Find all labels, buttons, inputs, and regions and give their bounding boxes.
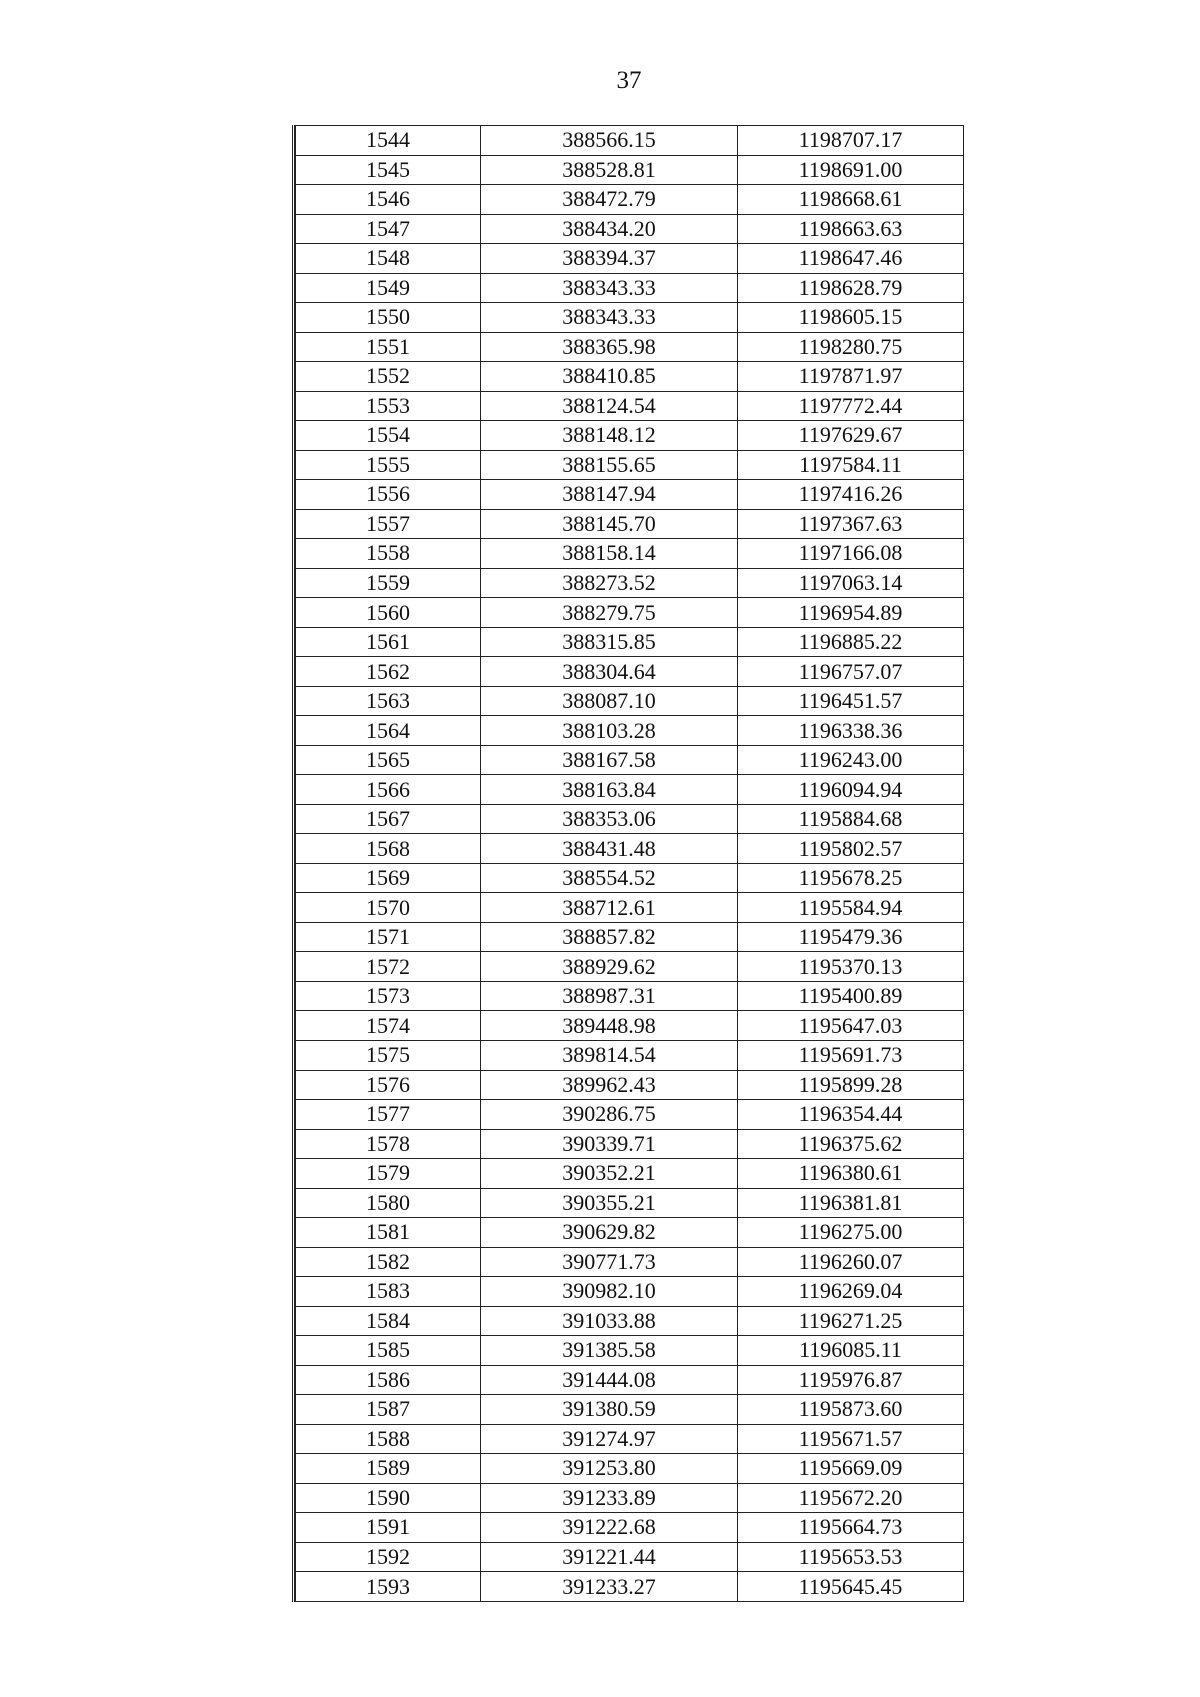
table-row [296,1218,964,1248]
table-row [296,1070,964,1100]
table-row [296,834,964,864]
y-coordinate-cell: 1198663.63 [738,214,964,244]
table-row [296,1306,964,1336]
point-number-cell: 1565 [296,745,481,775]
point-number-cell: 1553 [296,391,481,421]
coordinates-table-container [292,125,963,1602]
table-row [296,480,964,510]
point-number-cell: 1551 [296,332,481,362]
y-coordinate-cell: 1195400.89 [738,981,964,1011]
y-coordinate-cell: 1195671.57 [738,1424,964,1454]
x-coordinate-cell: 388434.20 [481,214,738,244]
x-coordinate-cell: 388148.12 [481,421,738,451]
x-coordinate-cell: 388343.33 [481,273,738,303]
table-row [296,303,964,333]
point-number-cell: 1584 [296,1306,481,1336]
x-coordinate-cell: 391385.58 [481,1336,738,1366]
table-row [296,1513,964,1543]
x-coordinate-cell: 391380.59 [481,1395,738,1425]
point-number-cell: 1567 [296,804,481,834]
x-coordinate-cell: 388410.85 [481,362,738,392]
table-row [296,214,964,244]
point-number-cell: 1576 [296,1070,481,1100]
x-coordinate-cell: 388566.15 [481,126,738,156]
y-coordinate-cell: 1198280.75 [738,332,964,362]
y-coordinate-cell: 1195647.03 [738,1011,964,1041]
y-coordinate-cell: 1196354.44 [738,1100,964,1130]
y-coordinate-cell: 1195802.57 [738,834,964,864]
x-coordinate-cell: 388163.84 [481,775,738,805]
point-number-cell: 1589 [296,1454,481,1484]
point-number-cell: 1566 [296,775,481,805]
point-number-cell: 1560 [296,598,481,628]
table-row [296,1542,964,1572]
y-coordinate-cell: 1196338.36 [738,716,964,746]
x-coordinate-cell: 388103.28 [481,716,738,746]
point-number-cell: 1564 [296,716,481,746]
y-coordinate-cell: 1196275.00 [738,1218,964,1248]
x-coordinate-cell: 390339.71 [481,1129,738,1159]
table-row [296,155,964,185]
x-coordinate-cell: 388365.98 [481,332,738,362]
x-coordinate-cell: 390982.10 [481,1277,738,1307]
point-number-cell: 1558 [296,539,481,569]
y-coordinate-cell: 1196375.62 [738,1129,964,1159]
y-coordinate-cell: 1197063.14 [738,568,964,598]
table-row [296,1188,964,1218]
x-coordinate-cell: 388857.82 [481,922,738,952]
table-row [296,362,964,392]
x-coordinate-cell: 389448.98 [481,1011,738,1041]
x-coordinate-cell: 388554.52 [481,863,738,893]
table-row [296,598,964,628]
point-number-cell: 1580 [296,1188,481,1218]
table-row [296,1100,964,1130]
table-row [296,804,964,834]
point-number-cell: 1592 [296,1542,481,1572]
point-number-cell: 1571 [296,922,481,952]
table-row [296,1277,964,1307]
table-row [296,1247,964,1277]
table-row [296,568,964,598]
x-coordinate-cell: 389814.54 [481,1040,738,1070]
y-coordinate-cell: 1196085.11 [738,1336,964,1366]
x-coordinate-cell: 388712.61 [481,893,738,923]
y-coordinate-cell: 1196381.81 [738,1188,964,1218]
point-number-cell: 1573 [296,981,481,1011]
point-number-cell: 1579 [296,1159,481,1189]
table-row [296,1395,964,1425]
y-coordinate-cell: 1197772.44 [738,391,964,421]
point-number-cell: 1556 [296,480,481,510]
table-row [296,332,964,362]
y-coordinate-cell: 1195691.73 [738,1040,964,1070]
table-row [296,391,964,421]
table-row [296,1572,964,1602]
y-coordinate-cell: 1196243.00 [738,745,964,775]
y-coordinate-cell: 1197166.08 [738,539,964,569]
table-row [296,657,964,687]
point-number-cell: 1577 [296,1100,481,1130]
x-coordinate-cell: 388394.37 [481,244,738,274]
point-number-cell: 1555 [296,450,481,480]
point-number-cell: 1591 [296,1513,481,1543]
x-coordinate-cell: 388155.65 [481,450,738,480]
y-coordinate-cell: 1196260.07 [738,1247,964,1277]
table-row [296,1365,964,1395]
table-row [296,1336,964,1366]
x-coordinate-cell: 390286.75 [481,1100,738,1130]
table-row [296,1483,964,1513]
y-coordinate-cell: 1195669.09 [738,1454,964,1484]
x-coordinate-cell: 391444.08 [481,1365,738,1395]
y-coordinate-cell: 1198668.61 [738,185,964,215]
y-coordinate-cell: 1196885.22 [738,627,964,657]
point-number-cell: 1586 [296,1365,481,1395]
x-coordinate-cell: 388343.33 [481,303,738,333]
x-coordinate-cell: 388167.58 [481,745,738,775]
table-row [296,1129,964,1159]
x-coordinate-cell: 388528.81 [481,155,738,185]
y-coordinate-cell: 1197871.97 [738,362,964,392]
point-number-cell: 1593 [296,1572,481,1602]
point-number-cell: 1545 [296,155,481,185]
y-coordinate-cell: 1197584.11 [738,450,964,480]
x-coordinate-cell: 389962.43 [481,1070,738,1100]
table-row [296,922,964,952]
y-coordinate-cell: 1195653.53 [738,1542,964,1572]
point-number-cell: 1546 [296,185,481,215]
x-coordinate-cell: 388304.64 [481,657,738,687]
point-number-cell: 1547 [296,214,481,244]
point-number-cell: 1575 [296,1040,481,1070]
table-row [296,509,964,539]
y-coordinate-cell: 1195899.28 [738,1070,964,1100]
table-row [296,981,964,1011]
coordinates-table-body [296,126,964,1602]
table-row [296,1011,964,1041]
x-coordinate-cell: 388353.06 [481,804,738,834]
table-row [296,1424,964,1454]
x-coordinate-cell: 391233.89 [481,1483,738,1513]
y-coordinate-cell: 1195884.68 [738,804,964,834]
x-coordinate-cell: 388124.54 [481,391,738,421]
x-coordinate-cell: 388273.52 [481,568,738,598]
x-coordinate-cell: 390352.21 [481,1159,738,1189]
table-row [296,539,964,569]
point-number-cell: 1587 [296,1395,481,1425]
y-coordinate-cell: 1195976.87 [738,1365,964,1395]
y-coordinate-cell: 1195664.73 [738,1513,964,1543]
table-row [296,952,964,982]
table-row [296,185,964,215]
table-row [296,775,964,805]
point-number-cell: 1563 [296,686,481,716]
point-number-cell: 1559 [296,568,481,598]
point-number-cell: 1557 [296,509,481,539]
point-number-cell: 1581 [296,1218,481,1248]
table-row [296,273,964,303]
y-coordinate-cell: 1195370.13 [738,952,964,982]
x-coordinate-cell: 388431.48 [481,834,738,864]
x-coordinate-cell: 390771.73 [481,1247,738,1277]
y-coordinate-cell: 1198647.46 [738,244,964,274]
y-coordinate-cell: 1198707.17 [738,126,964,156]
point-number-cell: 1583 [296,1277,481,1307]
y-coordinate-cell: 1198605.15 [738,303,964,333]
x-coordinate-cell: 388147.94 [481,480,738,510]
x-coordinate-cell: 388145.70 [481,509,738,539]
y-coordinate-cell: 1198628.79 [738,273,964,303]
point-number-cell: 1568 [296,834,481,864]
table-row [296,450,964,480]
table-row [296,1454,964,1484]
point-number-cell: 1554 [296,421,481,451]
table-row [296,1040,964,1070]
point-number-cell: 1552 [296,362,481,392]
point-number-cell: 1548 [296,244,481,274]
x-coordinate-cell: 388087.10 [481,686,738,716]
x-coordinate-cell: 388279.75 [481,598,738,628]
point-number-cell: 1570 [296,893,481,923]
x-coordinate-cell: 390355.21 [481,1188,738,1218]
table-row [296,244,964,274]
point-number-cell: 1585 [296,1336,481,1366]
x-coordinate-cell: 391222.68 [481,1513,738,1543]
table-row [296,1159,964,1189]
point-number-cell: 1561 [296,627,481,657]
x-coordinate-cell: 391033.88 [481,1306,738,1336]
point-number-cell: 1578 [296,1129,481,1159]
point-number-cell: 1572 [296,952,481,982]
point-number-cell: 1550 [296,303,481,333]
table-row [296,421,964,451]
point-number-cell: 1569 [296,863,481,893]
y-coordinate-cell: 1195672.20 [738,1483,964,1513]
table-row [296,686,964,716]
coordinates-table [295,125,964,1602]
y-coordinate-cell: 1198691.00 [738,155,964,185]
y-coordinate-cell: 1195584.94 [738,893,964,923]
x-coordinate-cell: 391274.97 [481,1424,738,1454]
table-row [296,716,964,746]
x-coordinate-cell: 388158.14 [481,539,738,569]
table-row [296,745,964,775]
x-coordinate-cell: 391233.27 [481,1572,738,1602]
y-coordinate-cell: 1195873.60 [738,1395,964,1425]
point-number-cell: 1562 [296,657,481,687]
y-coordinate-cell: 1196094.94 [738,775,964,805]
table-row [296,126,964,156]
y-coordinate-cell: 1196954.89 [738,598,964,628]
x-coordinate-cell: 388472.79 [481,185,738,215]
y-coordinate-cell: 1195645.45 [738,1572,964,1602]
x-coordinate-cell: 390629.82 [481,1218,738,1248]
y-coordinate-cell: 1196380.61 [738,1159,964,1189]
point-number-cell: 1574 [296,1011,481,1041]
x-coordinate-cell: 388987.31 [481,981,738,1011]
table-row [296,627,964,657]
x-coordinate-cell: 388315.85 [481,627,738,657]
y-coordinate-cell: 1195678.25 [738,863,964,893]
point-number-cell: 1549 [296,273,481,303]
point-number-cell: 1544 [296,126,481,156]
table-row [296,863,964,893]
y-coordinate-cell: 1196269.04 [738,1277,964,1307]
y-coordinate-cell: 1196271.25 [738,1306,964,1336]
x-coordinate-cell: 391253.80 [481,1454,738,1484]
point-number-cell: 1590 [296,1483,481,1513]
y-coordinate-cell: 1196757.07 [738,657,964,687]
table-row [296,893,964,923]
point-number-cell: 1588 [296,1424,481,1454]
y-coordinate-cell: 1195479.36 [738,922,964,952]
y-coordinate-cell: 1197367.63 [738,509,964,539]
point-number-cell: 1582 [296,1247,481,1277]
x-coordinate-cell: 388929.62 [481,952,738,982]
y-coordinate-cell: 1196451.57 [738,686,964,716]
page-number: 37 [616,67,642,94]
x-coordinate-cell: 391221.44 [481,1542,738,1572]
y-coordinate-cell: 1197416.26 [738,480,964,510]
y-coordinate-cell: 1197629.67 [738,421,964,451]
